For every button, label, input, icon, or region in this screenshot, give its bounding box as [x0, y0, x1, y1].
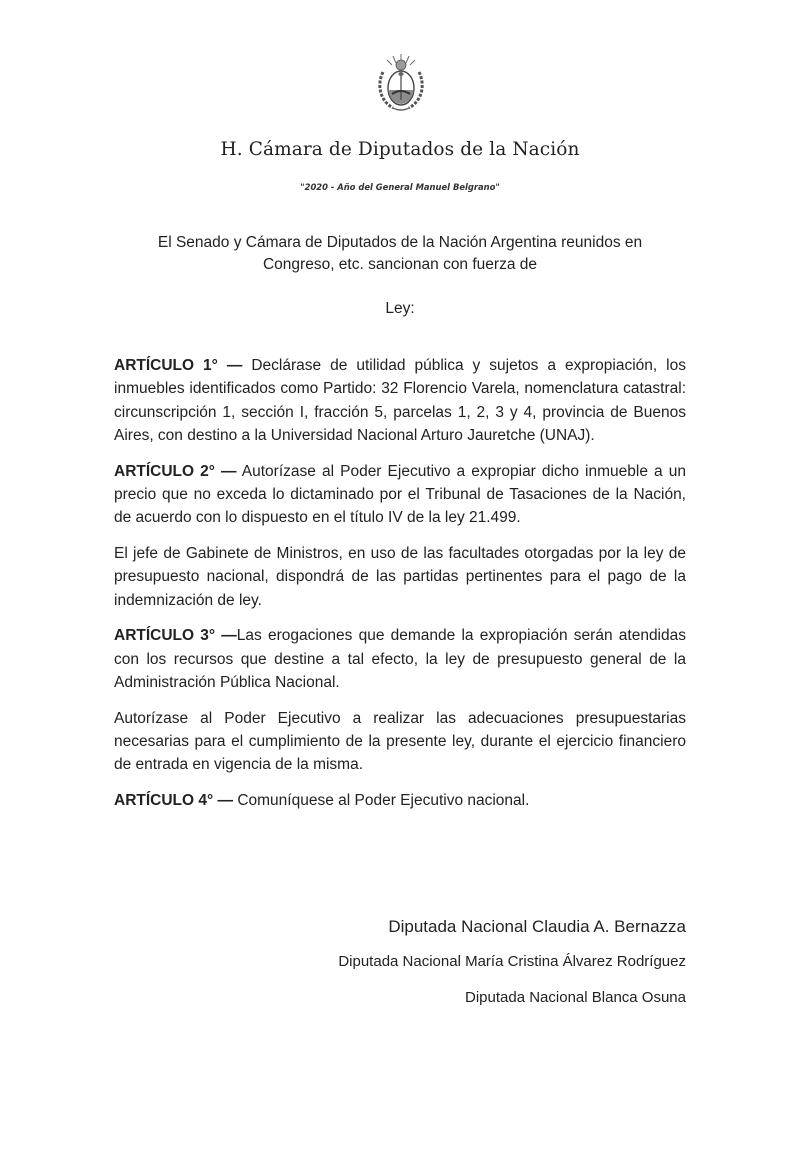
- paragraph-text: Autorízase al Poder Ejecutivo a realizar las adecuaciones presupuestarias necesarias para el cumplimiento de la presente ley, durante el ejercicio financiero de entrada en vigencia de la misma.: [114, 709, 686, 774]
- article-text: Declárase de utilidad pública y sujetos a expropiación, los inmuebles identificados como Partido: 32 Florencio Varela, nomenclatura catastral: circunscripción 1, sección I, fracción 5, parcelas 1, 2, 3 y 4, provincia de Buenos Aires, con destino a la Universidad Nacional Arturo Jauretche (UNAJ).: [114, 357, 686, 444]
- coat-of-arms-seal-icon: [373, 50, 429, 114]
- ley-heading: Ley:: [385, 300, 415, 317]
- year-motto: "2020 - Año del General Manuel Belgrano": [300, 182, 500, 192]
- chamber-title: H. Cámara de Diputados de la Nación: [220, 139, 580, 160]
- article-label: ARTÍCULO 1° —: [114, 357, 243, 374]
- article-text: Comuníquese al Poder Ejecutivo nacional.: [233, 792, 530, 810]
- article-text: Las erogaciones que demande la expropiación serán atendidas con los recursos que destine a tal efecto, la ley de presupuesto general de la Administración Pública Nacional.: [114, 627, 686, 692]
- article-3: [114, 624, 686, 694]
- co-signatory: Diputada Nacional Blanca Osuna: [465, 989, 686, 1006]
- article-1: [114, 354, 686, 447]
- enacting-clause: El Senado y Cámara de Diputados de la Nación Argentina reunidos en Congreso, etc. sancionan con fuerza de: [157, 234, 643, 273]
- article-text: Autorízase al Poder Ejecutivo a expropiar dicho inmueble a un precio que no exceda lo dictaminado por el Tribunal de Tasaciones de la Nación, de acuerdo con lo dispuesto en el título IV de la ley 21.499.: [114, 462, 686, 527]
- article-label: ARTÍCULO 3° —: [114, 627, 237, 645]
- article-label: ARTÍCULO 2° —: [114, 462, 237, 480]
- article-2-paragraph-2: [114, 542, 686, 612]
- article-label: ARTÍCULO 4° —: [114, 792, 234, 810]
- primary-signatory: Diputada Nacional Claudia A. Bernazza: [388, 917, 686, 936]
- article-4: [114, 789, 686, 812]
- article-2: [114, 460, 686, 530]
- paragraph-text: El jefe de Gabinete de Ministros, en uso de las facultades otorgadas por la ley de presupuesto nacional, dispondrá de las partidas pertinentes para el pago de la indemnización de ley.: [114, 545, 686, 609]
- co-signatory: Diputada Nacional María Cristina Álvarez Rodríguez: [338, 953, 686, 970]
- law-body: [114, 354, 686, 825]
- signature-block: [338, 916, 686, 1023]
- article-3-paragraph-2: [114, 707, 686, 777]
